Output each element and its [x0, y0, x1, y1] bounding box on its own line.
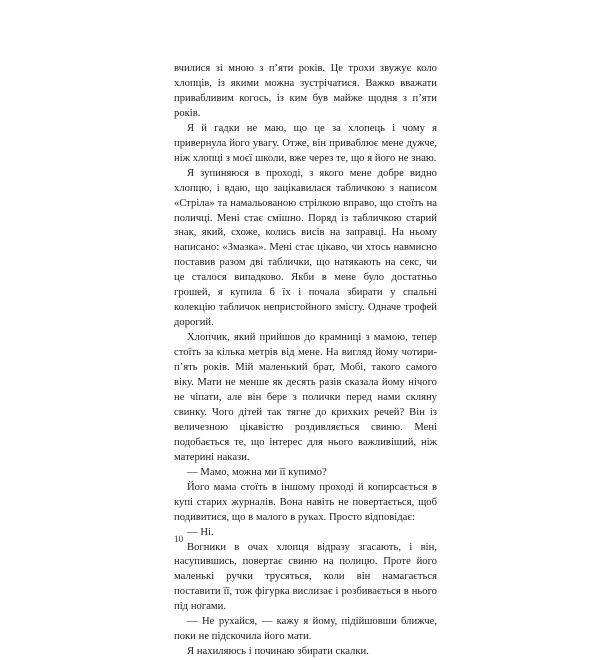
paragraph: Я зупиняюся в проході, з якого мене добре видно хлопцю, і вдаю, що зацікавилася табличкою з написом «Стріла» та намальованою стрілкою вправо, що стоїть на поличці. Мені стає смішно. Поряд із табличкою старий знак, який, схоже, колись висів на заправці. На ньому написано: «Змазка». Мені стає цікаво, чи хтось навмисно поставив разом дві таблички, що натякають на секс, чи це сталося випадково. Якби в мене було достатньо грошей, я купила б їх і почала збирати у спальні колекцію табличок непристойного змісту. Одначе трофей дорогий. — [174, 167, 437, 329]
page-number: 10 — [174, 534, 184, 544]
paragraph: Вогники в очах хлопця відразу згасають, і він, насупившись, повертає свиню на полицю. Проте його маленькі ручки трусяться, коли він намагається поставити її, тож фігурка вислизає і розбивається в нього під ногами. — [174, 541, 437, 613]
paragraph: Хлопчик, який прийшов до крамниці з мамою, тепер стоїть за кілька метрів від мене. На вигляд йому чотири-п’ять років. Мій маленький брат, Мобі, такого самого віку. Мати не менше як десять разів сказала йому нічого не чіпати, але він бере з полички перед нами скляну свинку. Чого дітей так тягне до крихких речей? Він із величезною цікавістю роздивляється свиню. Мені подобається те, що інтерес для нього важливіший, ніж материні накази. — [174, 332, 437, 463]
paragraph: вчилися зі мною з п’яти років. Це трохи звужує коло хлопців, із якими можна зустрічатися. Важко вважати привабливим когось, із ким був майже щодня з п’яти років. — [174, 63, 437, 119]
dialogue-line: — Мамо, можна ми її купимо? — [187, 466, 327, 478]
paragraph: Його мама стоїть в іншому проході й копирсається в купі старих журналів. Вона навіть не повертається, щоб подивитися, що в малого в руках. Просто відповідає: — [174, 481, 437, 523]
dialogue-line: — Не рухайся, — кажу я йому, підійшовши ближче, поки не підскочила його мати. — [174, 616, 437, 643]
dialogue-line: — Ні. — [187, 526, 214, 538]
paragraph: Я й гадки не маю, що це за хлопець і чому я привернула його увагу. Отже, він приваблює мене дужче, ніж хлопці з моєї школи, вже через те, що я його не знаю. — [174, 122, 437, 164]
page-text-column — [174, 62, 437, 660]
paragraph: Я нахиляюсь і починаю збирати скалки. — [187, 646, 369, 658]
